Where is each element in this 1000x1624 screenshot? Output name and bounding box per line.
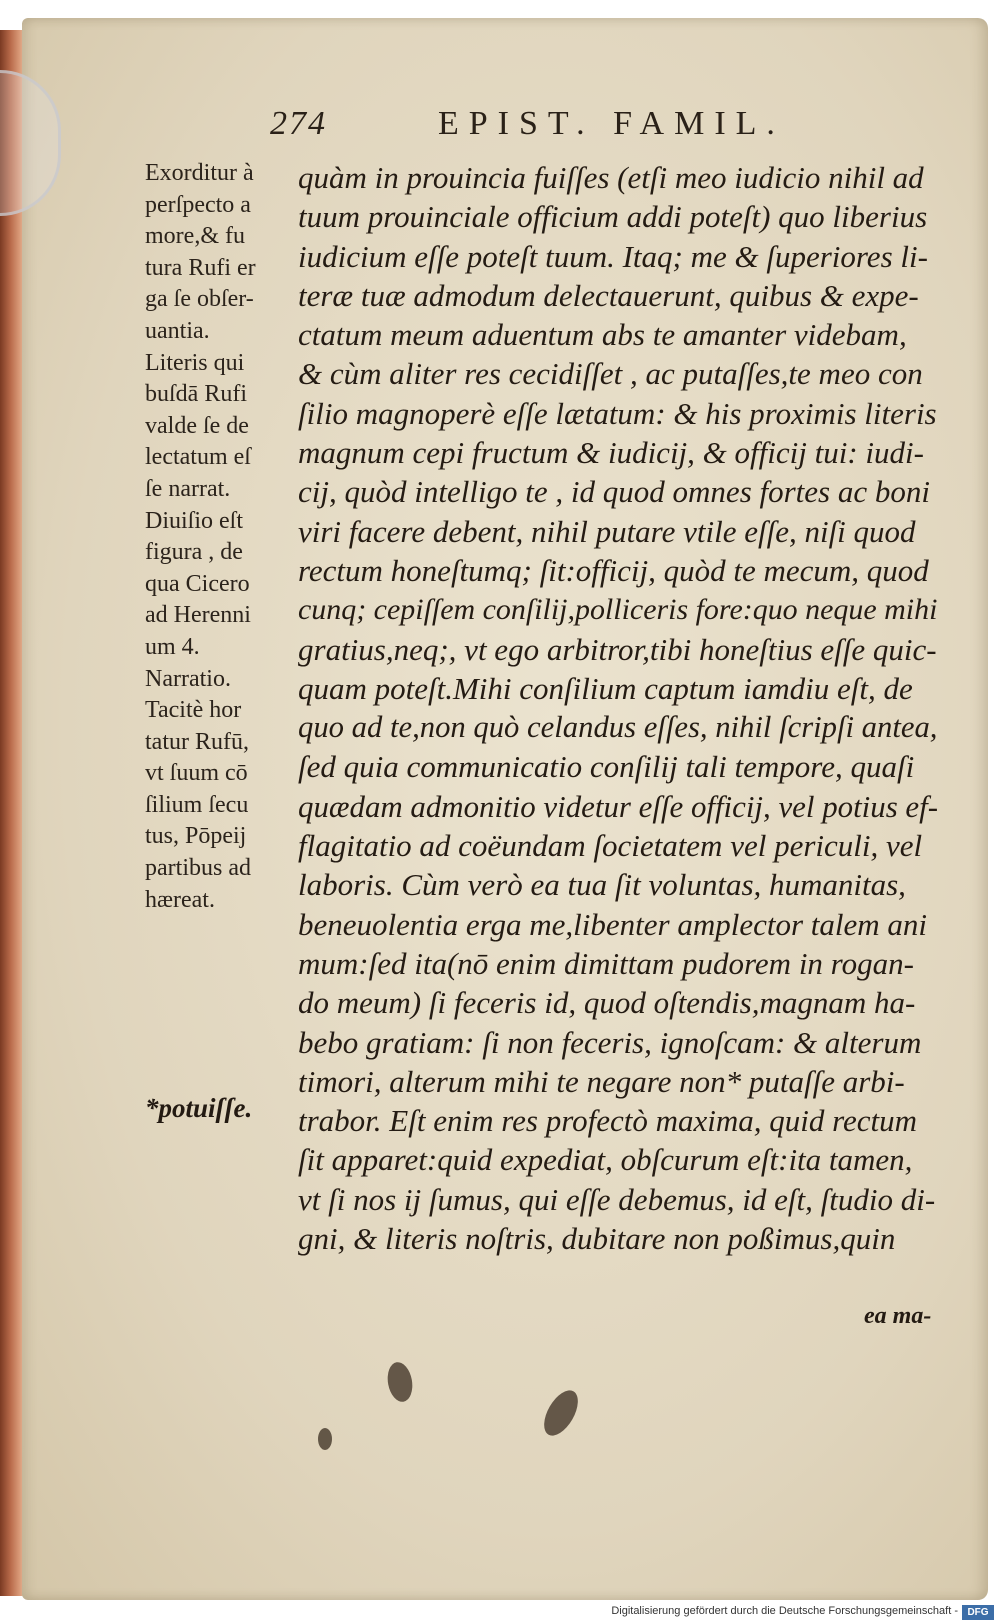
body-line: ctatum meum aduentum abs te amanter videbam, bbox=[298, 317, 907, 353]
body-line: timori, alterum mihi te negare non* putaſſe arbi- bbox=[298, 1063, 905, 1099]
margin-note-line: lectatum eſ bbox=[145, 444, 251, 471]
body-line: & cùm aliter res cecidiſſet , ac putaſſes,te meo con bbox=[298, 356, 923, 392]
margin-note-line: hæreat. bbox=[145, 886, 215, 913]
margin-note-line: Tacitè hor bbox=[145, 697, 242, 724]
body-line: mum:ſed ita(nō enim dimittam pudorem in rogan- bbox=[298, 945, 914, 981]
catchword: ea ma- bbox=[864, 1303, 932, 1329]
margin-note-line: partibus ad bbox=[145, 855, 251, 882]
footer-bar bbox=[0, 1602, 1000, 1624]
margin-note-line: Exorditur à bbox=[145, 160, 254, 186]
body-line: quàm in prouincia fuiſſes (etſi meo iudicio nihil ad bbox=[298, 160, 924, 195]
body-line: gni, & literis noſtris, dubitare non poßimus,quin bbox=[298, 1221, 896, 1257]
digitization-credit: Digitalisierung gefördert durch die Deutsche Forschungsgemeinschaft - bbox=[611, 1605, 958, 1617]
margin-note-line: ad Herenni bbox=[145, 602, 251, 629]
margin-note-line: ga ſe obſer- bbox=[145, 286, 254, 313]
margin-note-line: valde ſe de bbox=[145, 412, 249, 439]
margin-note-line: perſpecto a bbox=[145, 191, 251, 218]
dfg-logo: DFG bbox=[962, 1605, 994, 1620]
body-line: ſit apparet:quid expediat, obſcurum eſt:ita tamen, bbox=[298, 1142, 913, 1178]
body-line: trabor. Eſt enim res profectò maxima, quid rectum bbox=[298, 1103, 918, 1139]
body-line: viri facere debent, nihil putare vtile eſſe, niſi quod bbox=[298, 513, 916, 549]
body-line: vt ſi nos ij ſumus, qui eſſe debemus, id eſt, ſtudio di- bbox=[298, 1181, 936, 1217]
margin-note-line: Diuiſio eſt bbox=[145, 507, 243, 534]
body-line: do meum) ſi feceris id, quod oſtendis,magnam ha- bbox=[298, 985, 916, 1021]
body-line: ſilio magnoperè eſſe lætatum: & his proximis literis bbox=[298, 395, 937, 431]
margin-note-line: ſe narrat. bbox=[145, 475, 231, 502]
body-line: beneuolentia erga me,libenter amplector talem ani bbox=[298, 906, 928, 942]
body-line: teræ tuæ admodum delectauerunt, quibus & expe- bbox=[298, 277, 919, 313]
margin-note-line: buſdā Rufi bbox=[145, 381, 247, 408]
margin-note-line: tura Rufi er bbox=[145, 254, 256, 281]
margin-note-line: figura , de bbox=[145, 539, 243, 566]
margin-note-line: um 4. bbox=[145, 633, 200, 660]
margin-note-line: uantia. bbox=[145, 317, 210, 344]
margin-note-line: vt ſuum cō bbox=[145, 760, 248, 787]
margin-note-line: tatur Rufū, bbox=[145, 728, 249, 755]
running-head bbox=[270, 105, 870, 149]
body-line: tuum prouinciale officium addi poteſt) quo liberius bbox=[298, 199, 928, 235]
margin-note-line: Literis qui bbox=[145, 349, 245, 376]
margin-note-line: more,& fu bbox=[145, 223, 245, 250]
page-number: 274 bbox=[270, 105, 327, 142]
body-text bbox=[298, 158, 938, 1258]
body-line: magnum cepi fructum & iudicij, & officij tui: iudi- bbox=[298, 435, 924, 471]
body-line: cunq; cepiſſem conſilij,polliceris fore:quo neque mihi bbox=[298, 593, 938, 627]
body-line: rectum honeſtumq; ſit:officij, quòd te mecum, quod bbox=[298, 552, 929, 588]
body-line: cij, quòd intelligo te , id quod omnes fortes ac boni bbox=[298, 474, 930, 510]
body-line: gratius,neq;, vt ego arbitror,tibi honeſtius eſſe quic- bbox=[298, 631, 937, 667]
body-line: iudicium eſſe poteſt tuum. Itaq; me & ſuperiores li- bbox=[298, 238, 928, 274]
body-line: flagitatio ad coëundam ſocietatem vel periculi, vel bbox=[298, 828, 923, 864]
margin-note-line: qua Cicero bbox=[145, 570, 250, 597]
body-line: quo ad te,non quò celandus eſſes, nihil ſcripſi antea, bbox=[298, 710, 938, 745]
body-line: quædam admonitio videtur eſſe officij, vel potius ef- bbox=[298, 788, 939, 824]
body-line: laboris. Cùm verò ea tua ſit voluntas, humanitas, bbox=[298, 867, 906, 903]
ink-blot bbox=[318, 1428, 332, 1450]
body-line: quam poteſt.Mihi conſilium captum iamdiu eſt, de bbox=[298, 670, 913, 706]
margin-notes bbox=[145, 158, 295, 916]
margin-note-line: ſilium ſecu bbox=[145, 791, 249, 818]
margin-note-line: Narratio. bbox=[145, 665, 231, 692]
body-line: bebo gratiam: ſi non feceris, ignoſcam: & alterum bbox=[298, 1024, 922, 1060]
margin-variant-reading: *potuiſſe. bbox=[145, 1093, 253, 1123]
margin-note-line: tus, Pōpeij bbox=[145, 823, 247, 850]
running-title: EPIST. FAMIL. bbox=[438, 105, 785, 142]
body-line: ſed quia communicatio conſilij tali tempore, quaſi bbox=[298, 749, 915, 785]
